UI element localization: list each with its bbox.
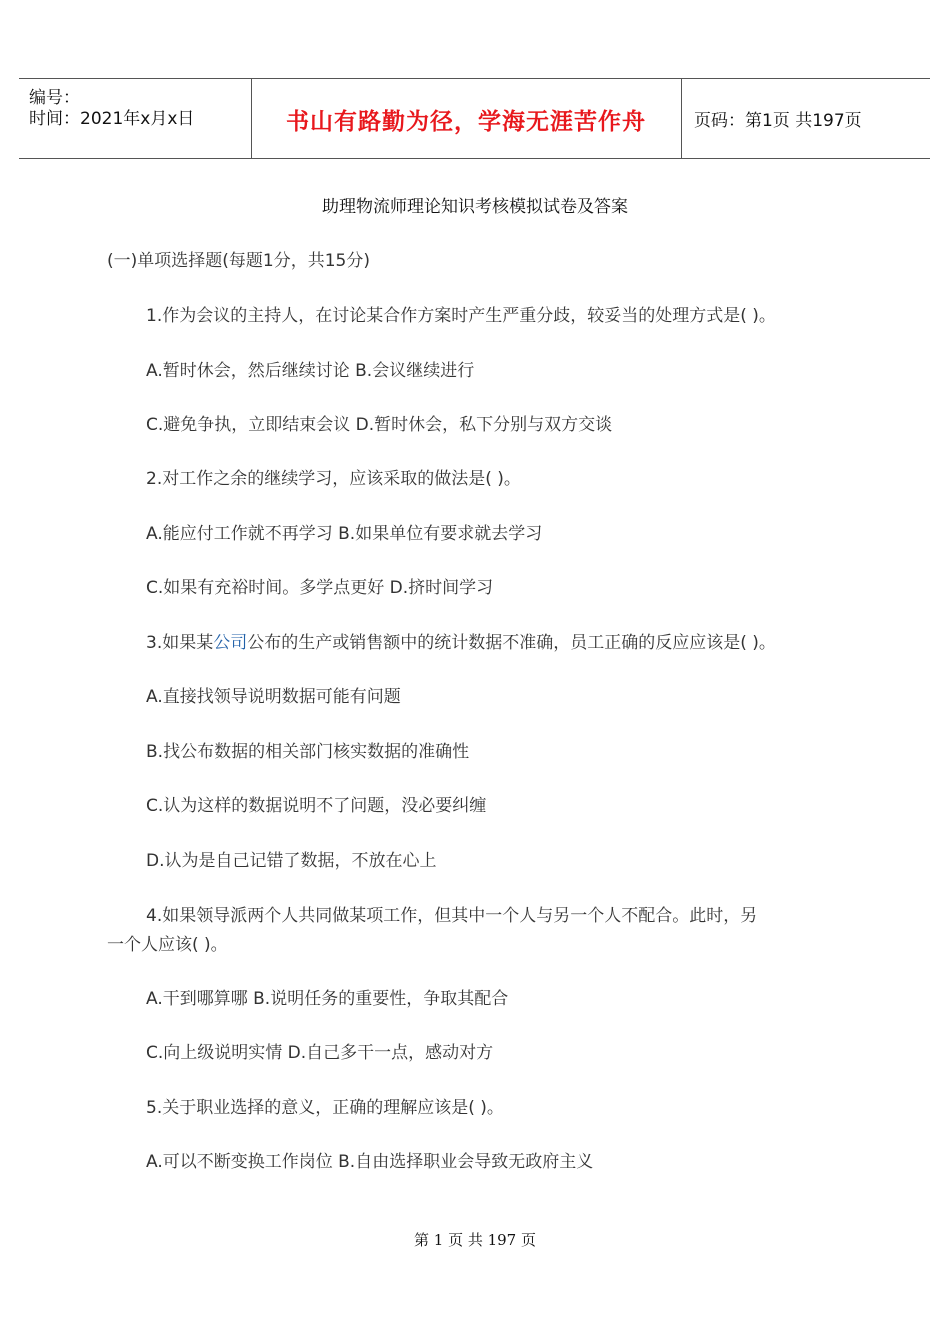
- header-page-cell: [682, 79, 930, 158]
- question-4-line-1: 4.如果领导派两个人共同做某项工作，但其中一个人与另一个人不配合。此时，另: [146, 906, 758, 926]
- time-label: 时间：2021年x月x日: [29, 109, 195, 129]
- question-1: 1.作为会议的主持人，在讨论某合作方案时产生严重分歧，较妥当的处理方式是( )。: [146, 306, 776, 326]
- question-4-options-ab: A.干到哪算哪 B.说明任务的重要性，争取其配合: [146, 989, 509, 1009]
- question-5: 5.关于职业选择的意义，正确的理解应该是( )。: [146, 1098, 504, 1118]
- question-4-options-cd: C.向上级说明实情 D.自己多干一点，感动对方: [146, 1043, 494, 1063]
- header-info-cell: [19, 79, 252, 158]
- question-1-options-ab: A.暂时休会，然后继续讨论 B.会议继续进行: [146, 361, 475, 381]
- question-2: 2.对工作之余的继续学习，应该采取的做法是( )。: [146, 469, 521, 489]
- question-3-option-d: D.认为是自己记错了数据，不放在心上: [146, 851, 437, 871]
- page-header: [19, 78, 930, 159]
- header-motto-cell: [251, 79, 682, 158]
- question-3-prefix: 3.如果某: [146, 633, 214, 653]
- company-link[interactable]: 公司: [213, 633, 248, 653]
- question-1-options-cd: C.避免争执，立即结束会议 D.暂时休会，私下分别与双方交谈: [146, 415, 613, 435]
- page-code: 页码：第1页 共197页: [694, 111, 862, 131]
- motto-text: 书山有路勤为径，学海无涯苦作舟: [286, 108, 646, 135]
- question-5-options-ab: A.可以不断变换工作岗位 B.自由选择职业会导致无政府主义: [146, 1152, 594, 1172]
- question-3-option-b: B.找公布数据的相关部门核实数据的准确性: [146, 742, 470, 762]
- question-3-option-c: C.认为这样的数据说明不了问题，没必要纠缠: [146, 796, 487, 816]
- question-2-options-ab: A.能应付工作就不再学习 B.如果单位有要求就去学习: [146, 524, 543, 544]
- document-title: 助理物流师理论知识考核模拟试卷及答案: [322, 197, 628, 217]
- question-3: [146, 628, 776, 653]
- question-3-option-a: A.直接找领导说明数据可能有问题: [146, 687, 401, 707]
- question-2-options-cd: C.如果有充裕时间。多学点更好 D.挤时间学习: [146, 578, 494, 598]
- page-footer: 第 1 页 共 197 页: [413, 1231, 536, 1249]
- question-3-suffix: 公布的生产或销售额中的统计数据不准确，员工正确的反应应该是( )。: [247, 633, 776, 653]
- section-heading: (一)单项选择题(每题1分，共15分): [107, 251, 370, 271]
- number-label: 编号：: [29, 88, 80, 108]
- question-4-line-2: 一个人应该( )。: [107, 935, 228, 955]
